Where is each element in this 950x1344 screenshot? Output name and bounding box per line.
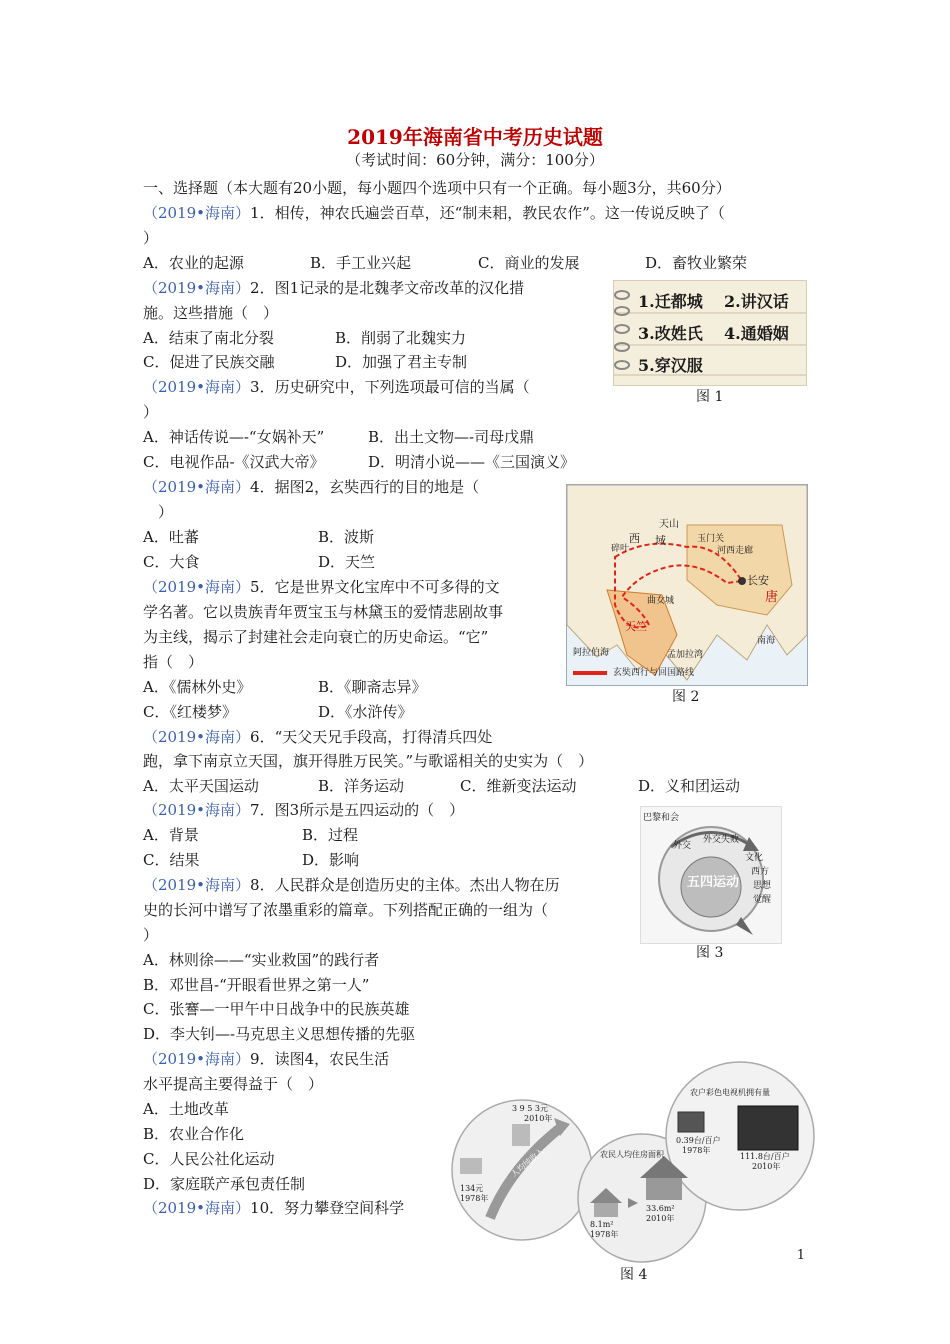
option-a: A．结束了南北分裂 [143, 329, 274, 347]
fig4-value: 111.8台/百户 [740, 1152, 790, 1161]
map-label: 西 [629, 532, 640, 545]
question-stem: 5．它是世界文化宝库中不可多得的文 [250, 578, 500, 596]
question-source: （2019•海南） [143, 801, 251, 819]
option-b: B．削弱了北魏实力 [335, 329, 467, 347]
map-legend: 玄奘西行与回国路线 [613, 668, 695, 678]
fig3-label: 巴黎和会 [643, 813, 680, 823]
option-c: C．维新变法运动 [460, 777, 577, 795]
fig3-label: 文化 [745, 853, 764, 863]
question-stem: 4．据图2，玄奘西行的目的地是（ [250, 478, 480, 496]
question-6 [143, 727, 492, 747]
option-b: B．过程 [302, 826, 359, 844]
question-8 [143, 875, 560, 895]
option-a: A．农业的起源 [143, 254, 244, 272]
option-a: A．神话传说—-“女娲补天” [143, 428, 325, 446]
question-7 [143, 800, 464, 820]
question-stem-cont: 水平提高主要得益于（ ） [143, 1075, 324, 1093]
fig4-year: 2010年 [646, 1214, 675, 1223]
question-5 [143, 577, 500, 597]
fig4-year: 2010年 [752, 1162, 781, 1171]
fig3-label: 西方 [751, 867, 770, 877]
question-stem-cont: 跑，拿下南京立天国，旗开得胜万民笑。”与歌谣相关的史实为（ ） [143, 752, 594, 770]
fig3-label: 外交 [673, 841, 692, 851]
option-a: A．太平天国运动 [143, 777, 259, 795]
figure-1-notebook [613, 280, 807, 386]
question-stem: 1．相传，神农氏遍尝百草，还“制耒耜，教民农作”。这一传说反映了（ [250, 204, 725, 222]
fig4-value: 0.39台/百户 [676, 1136, 721, 1145]
question-stem-cont: ） [143, 926, 159, 944]
option-b: B．农业合作化 [143, 1125, 245, 1143]
option-d: D．加强了君主专制 [335, 353, 468, 371]
map-label: 碎叶 [611, 544, 630, 554]
option-d: D．影响 [302, 851, 360, 869]
fig4-value: 33.6m² [646, 1204, 675, 1213]
figure-3-diagram [640, 806, 782, 944]
question-10 [143, 1198, 404, 1218]
map-label: 长安 [747, 574, 769, 587]
option-d: D．畜牧业繁荣 [645, 254, 748, 272]
fig4-title: 农户彩色电视机拥有量 [690, 1088, 770, 1097]
fig1-item: 4.通婚姻 [724, 324, 789, 343]
fig4-year: 1978年 [460, 1194, 489, 1203]
fig4-year: 1978年 [590, 1230, 619, 1239]
option-c: C．促进了民族交融 [143, 353, 275, 371]
question-stem-cont: ） [143, 229, 159, 247]
option-c: C．《红楼梦》 [143, 703, 237, 721]
option-a: A．林则徐——“实业救国”的践行者 [143, 951, 380, 969]
fig4-arrow-label: 人均纯收入 [509, 1146, 546, 1179]
question-1 [143, 203, 725, 223]
option-b: B．邓世昌-“开眼看世界之第一人” [143, 976, 370, 994]
question-source: （2019•海南） [143, 578, 251, 596]
map-label: 曲女城 [647, 596, 675, 606]
fig3-center: 五四运动 [687, 875, 740, 890]
exam-info: （考试时间：60分钟，满分：100分） [346, 151, 604, 169]
fig4-year: 2010年 [524, 1114, 553, 1123]
question-stem: 7．图3所示是五四运动的（ ） [250, 801, 465, 819]
option-c: C．大食 [143, 553, 200, 571]
question-3 [143, 377, 530, 397]
fig4-title: 农民人均住房面积 [600, 1150, 664, 1159]
map-label: 天山 [659, 519, 679, 530]
question-stem: 10．努力攀登空间科学 [250, 1199, 405, 1217]
option-b: B．《聊斋志异》 [318, 678, 427, 696]
figure-2-map [566, 484, 808, 686]
option-a: A．土地改革 [143, 1100, 229, 1118]
fig3-label: 外交失败 [703, 835, 740, 845]
option-c: C．商业的发展 [478, 254, 580, 272]
option-b: B．手工业兴起 [310, 254, 412, 272]
map-label: 河西走廊 [717, 546, 754, 556]
option-c: C．结果 [143, 851, 200, 869]
fig4-value: 8.1m² [590, 1220, 614, 1229]
question-source: （2019•海南） [143, 1199, 251, 1217]
fig1-item: 5.穿汉服 [638, 356, 703, 375]
question-stem: 6．“天父天兄手段高，打得清兵四处 [250, 728, 493, 746]
fig3-label: 觉醒 [753, 895, 772, 905]
page-number: 1 [796, 1248, 805, 1263]
question-stem-cont: 为主线，揭示了封建社会走向衰亡的历史命运。“它” [143, 628, 489, 646]
fig4-value: 3 9 5 3元 [512, 1104, 548, 1113]
option-b: B．波斯 [318, 528, 375, 546]
map-label: 玉门关 [697, 534, 725, 544]
fig1-item: 1.迁都城 [638, 292, 703, 311]
figure-4-diagram [450, 1058, 822, 1264]
question-source: （2019•海南） [143, 478, 251, 496]
option-a: A．背景 [143, 826, 199, 844]
question-stem-cont: 学名著。它以贵族青年贾宝玉与林黛玉的爱情悲剧故事 [143, 603, 504, 621]
option-a: A．《儒林外史》 [143, 678, 252, 696]
option-d: D．《水浒传》 [318, 703, 413, 721]
question-2 [143, 278, 524, 298]
figure-4-caption: 图 4 [620, 1267, 648, 1283]
option-d: D．明清小说——《三国演义》 [368, 453, 576, 471]
figure-3-caption: 图 3 [696, 945, 724, 961]
question-source: （2019•海南） [143, 378, 251, 396]
option-b: B．出土文物—-司母戊鼎 [368, 428, 535, 446]
page-title: 2019年海南省中考历史试题 [347, 125, 603, 149]
figure-1-caption: 图 1 [696, 389, 724, 405]
map-label: 域 [655, 534, 666, 547]
map-label: 天竺 [625, 620, 647, 633]
question-4 [143, 477, 479, 497]
map-label: 南海 [757, 636, 776, 646]
fig4-year: 1978年 [682, 1146, 711, 1155]
question-9 [143, 1049, 389, 1069]
question-source: （2019•海南） [143, 1050, 251, 1068]
question-source: （2019•海南） [143, 204, 251, 222]
question-stem: 9．读图4，农民生活 [250, 1050, 390, 1068]
map-label: 阿拉伯海 [573, 648, 610, 658]
question-stem-cont: ） [143, 403, 159, 421]
option-d: D．天竺 [318, 553, 376, 571]
option-c: C．电视作品-《汉武大帝》 [143, 453, 325, 471]
option-d: D．义和团运动 [638, 777, 741, 795]
map-label: 唐 [765, 590, 779, 605]
question-stem: 2．图1记录的是北魏孝文帝改革的汉化措 [250, 279, 525, 297]
fig1-item: 2.讲汉话 [724, 292, 789, 311]
question-stem: 3．历史研究中，下列选项最可信的当属（ [250, 378, 530, 396]
option-b: B．洋务运动 [318, 777, 405, 795]
question-source: （2019•海南） [143, 876, 251, 894]
option-c: C．人民公社化运动 [143, 1150, 275, 1168]
question-source: （2019•海南） [143, 728, 251, 746]
figure-2-caption: 图 2 [672, 689, 700, 705]
option-d: D．李大钊—-马克思主义思想传播的先驱 [143, 1025, 416, 1043]
fig3-label: 思想 [753, 881, 772, 891]
fig4-value: 134元 [460, 1184, 484, 1193]
section-heading: 一、选择题（本大题有20小题，每小题四个选项中只有一个正确。每小题3分，共60分） [143, 179, 731, 197]
question-stem-cont: 施。这些措施（ ） [143, 304, 279, 322]
fig1-item: 3.改姓氏 [638, 324, 703, 343]
option-c: C．张謇—一甲午中日战争中的民族英雄 [143, 1000, 410, 1018]
map-label: 孟加拉湾 [667, 650, 704, 660]
question-stem: 8．人民群众是创造历史的主体。杰出人物在历 [250, 876, 560, 894]
option-d: D．家庭联产承包责任制 [143, 1175, 306, 1193]
question-stem-cont: 史的长河中谱写了浓墨重彩的篇章。下列搭配正确的一组为（ [143, 901, 549, 919]
question-stem-cont: 指（ ） [143, 653, 204, 671]
question-stem-cont: ） [158, 503, 174, 521]
question-source: （2019•海南） [143, 279, 251, 297]
option-a: A．吐蕃 [143, 528, 199, 546]
